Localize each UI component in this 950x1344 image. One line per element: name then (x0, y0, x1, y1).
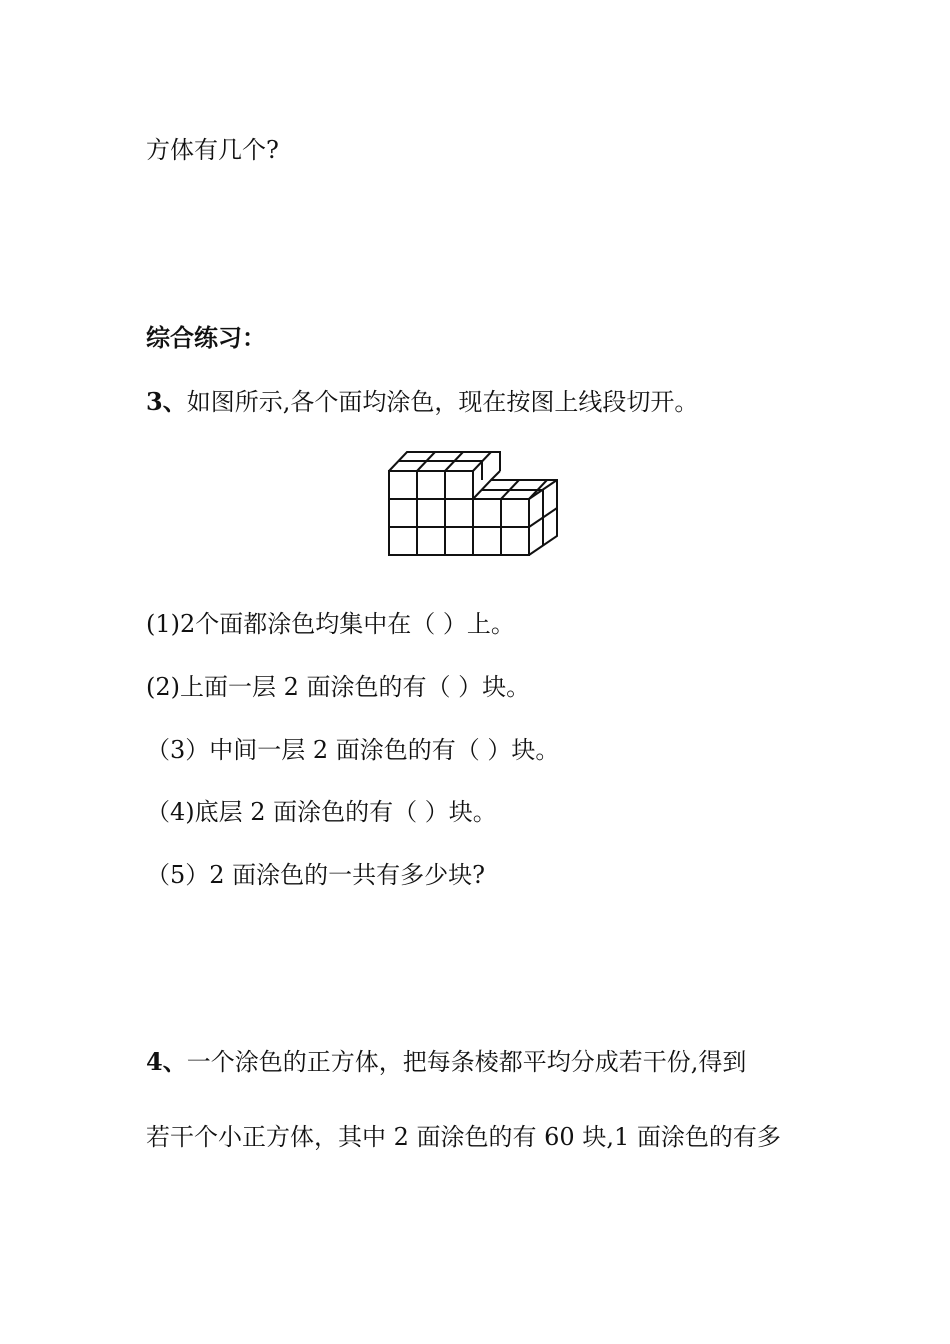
question-3-part-3: （3）中间一层 2 面涂色的有（ ）块。 (146, 736, 560, 764)
question-3-stem (146, 387, 698, 417)
question-3-number: 3、 (146, 387, 187, 416)
question-3-part-2: (2)上面一层 2 面涂色的有（ ）块。 (146, 673, 531, 701)
question-3-part-5: （5）2 面涂色的一共有多少块? (146, 861, 486, 889)
question-3-part-4: （4)底层 2 面涂色的有（ ）块。 (146, 798, 497, 826)
question-4-line-1 (146, 1047, 746, 1077)
question-3-text: 如图所示,各个面均涂色，现在按图上线段切开。 (186, 388, 699, 416)
question-3-part-1: (1)2个面都涂色均集中在（ ）上。 (146, 610, 515, 638)
continued-question-text: 方体有几个? (146, 136, 279, 164)
question-4-line-2: 若干个小正方体，其中 2 面涂色的有 60 块,1 面涂色的有多 (146, 1123, 781, 1151)
question-4-number: 4、 (146, 1047, 187, 1076)
cube-stack-figure (385, 440, 561, 558)
question-4-text: 一个涂色的正方体，把每条棱都平均分成若干份,得到 (186, 1048, 747, 1076)
section-heading: 综合练习： (146, 323, 266, 352)
